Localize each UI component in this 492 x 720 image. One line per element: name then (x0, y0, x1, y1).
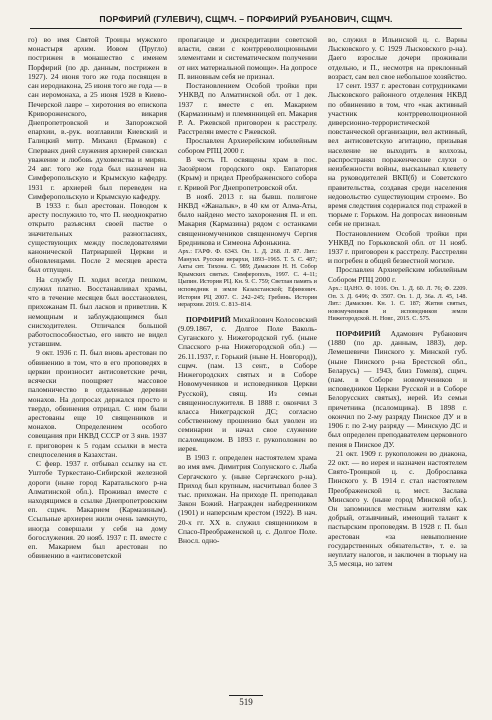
paragraph-text: во, служил в Ильинской ц. с. Варны Лысковского у. С 1929 Лысковского р-на). Даего взрослые дочери проживали отдельно, и П., несмотря на преклонный возраст, сам вел свое небольшое хозяйство. (328, 35, 467, 81)
paragraph-text: В 1903 г. определен настоятелем храма во имя вмч. Димитрия Солунского с. Лыба Сергачского у. (ныне Сергачского р-на). Приход был крупным, насчитывал более 3 тыс. прихожан. На приходе П. преподавал Закон Божий. Награжден набедренником (1901) и наперсным крестом (1922). В нач. 20-х гг. XX в. служил священником в Спасо-Преображенской ц. с. Долгое Поле. Вносл. одно- (178, 453, 317, 546)
paragraph-text: Арх.: ГАРФ. Ф. 6343. Оп. 1. Д. 268. Л. 87. Лит.: Мануил. Русские иерархи, 1893–1965. Т. 5. С. 487; Акты свт. Тихона. С. 989; Дамаскин Н. Н. Собор Крымских святых. Симферополь, 1997. С. 4–11; Цыпин. История РЦ. Кн. 9. С. 759; Светлая память и исповедник в земле Казахстанской; Ефимович. История РЦ 2007. С. 242–245; Гребинь. История иерархии. 2019. С. 813–814. (178, 248, 317, 309)
paragraph-text: пропаганде и дискредитации советской власти, связи с контрреволюционными элементами и систематическом получении от них материальной помощи». На допросе П. виновным себя не признал. (178, 35, 317, 81)
paragraph-text: го) во имя Святой Троицы мужского монастыря архим. Иовом (Пругло) пострижен в монашество с именем Порфирий (по др. данным, пострижен в 1927). 24 июня того же года посвящен в сан иеродиакона, 25 июня того же года — в сан иеромонаха, а 25 июня 1928 в Киево-Печерской лавре – хиротония во епископа Кривороженского, викария Днепропетровской и Запорожской епархии, в.-рук. возглавили Киевский и Галицкий митр. Михаил (Ермаков) с Сперванх дней служения архиерей снискал уважение и любовь духовенства и мирян. 24 авг. того же года был назначен на Симферопольскую и Крымскую кафедру. 1931 г. архиерей был переведен на Симферопольскую и Крымскую кафедру. (28, 35, 167, 201)
paragraph (328, 265, 467, 283)
entry-name: ПОРФИРИЙ (336, 328, 381, 338)
bibliography-note (328, 285, 467, 323)
paragraph-text: Адамович Рубанович (1880 (по др. данным, 1883), дер. Лемешевичи Пинского у. Минской губ. (ныне Пинского р-на Брестской обл., Беларусь) — 1943, близ Гомеля), сщмч. (пам. в Соборе новомучеников и исповедников Церкви Русской и в Соборе Белорусских святых), иерей. Из семьи причетника (псаломщика). В 1898 г. окончил по 2-му разряду Пинское ДУ и в 1906 г. по 2-му разряду — Минскую ДС и был определен преподавателем церковного пения в Пинское ДУ. (328, 328, 467, 449)
paragraph-text: В честь П. освящены храм в пос. Заозёрном городского окр. Евпатория (Крым) и придел Преображенского собора г. Кривой Рог Днепропетровской обл. (178, 154, 317, 192)
text-column-1 (28, 35, 167, 695)
paragraph (178, 35, 317, 81)
paragraph-text: Михайлович Колосовский (9.09.1867, с. Долгое Поле Ваколь-Суганского у. Нижегородской губ. (ныне Спасского р-на Нижегородской обл.) — 26.11.1937, г. Горький (ныне Н. Новгород)), сщмч. (пам. 13 сент., в Соборе Нижегородских святых и в Соборе Новомучеников и исповедников Церкви Русской), свящ. Из семьи священнослужителя. В 1888 г. окончил 3 класса Никеградской ДС; согласно собственному прошению был уволен из семинарии и начал свое служение псаломщиком. В 1893 г. рукоположен во иерея. (178, 314, 317, 453)
paragraph-text: 21 окт. 1909 г. рукоположен во диакона, 22 окт. — во иерея и назначен настоятелем Свято-Троицкой ц. с. Доброславка Пинского у. В 1914 г. стал настоятелем Преображенской ц. мест. Заслава Минского у. (ныне город Минской обл.). Он запомнился местным жителям как добрый, отзывчивый, имеющий талант к пастырским проповедям. В 1928 г. П. был арестован «за невыполнение государственных обязательств», т. е. за неуплату налогов, и заключен в тюрьму на 3,5 месяца, но затем (328, 448, 467, 569)
paragraph-text: Прославлен Архиерейским юбилейным Собором РПЦ 2000 г. (328, 265, 467, 284)
paragraph-text: В нояб. 2013 г. на бывш. полигоне НКВД «Жаналык», в 40 км от Алма-Аты, было найдено место захоронения П. и еп. Макария (Кармазина) рядом с останками священномучеников священномуч Сергия Бредникова и Симеона Афонькина. (178, 191, 317, 247)
paragraph (178, 453, 317, 545)
entry-heading-paragraph (178, 315, 317, 453)
entry-heading-paragraph (328, 329, 467, 449)
paragraph (178, 136, 317, 154)
paragraph (28, 275, 167, 349)
text-column-3 (328, 35, 467, 695)
paragraph (328, 81, 467, 229)
paragraph (28, 201, 167, 275)
paragraph-text: Постановлением Особой тройки при УНКВД по Алматинской обл. от 1 дек. 1937 г. вместе с еп. Макарием (Кармазиным) и племянницей еп. Макария Р. А. Ржевской приговорен к расстрелу. Расстрелян вместе с Ржевской. (178, 81, 317, 137)
page-number: 519 (229, 695, 263, 707)
paragraph-text: Прославлен Архиерейским юбилейным собором РПЦ 2000 г. (178, 136, 317, 155)
paragraph (328, 229, 467, 266)
paragraph (178, 155, 317, 192)
paragraph (178, 192, 317, 247)
paragraph (328, 35, 467, 81)
paragraph-text: 9 окт. 1936 г. П. был вновь арестован по обвинению в том, что в его проповедях в церкви произносит антисоветские речи, всячески поощряет массовое паломничество в отдаленные деревни монахов. На допросах держался просто и твердо, обвинения отрицал. С ним были арестованы еще 10 священников и монахов. Определением особого совещания при НКВД СССР от 3 янв. 1937 г. приговорен к 5 годам ссылки в места спецпоселения в Казахстан. (28, 348, 167, 459)
page-number-wrap (0, 697, 492, 707)
bibliography-note (178, 248, 317, 309)
paragraph-text: На службу П. ходил всегда пешком, служил платно. Восстанавливал храмы, что в течение месяцев был восстановлен, прихожанам П. был ласков и приветлив. К немощным и заблуждающимся был снисходителен. Отличался большой работоспособностью, его никто не видел уставшим. (28, 274, 167, 349)
text-column-2 (178, 35, 317, 695)
paragraph-text: С февр. 1937 г. отбывал ссылку на ст. Уштобе Туркестано-Сибирской железной дороги (ныне город Каратальского р-на Алматинской обл.). Проживал вместе с находящимся в ссылке Днепропетровским еп. сщмч. Макарием (Кармазиным). Ссыльные архиереи жили очень замкнуто, иногда совершали у себя на дому богослужения. 20 нояб. 1937 г. П. вместе с еп. Макарием был арестован по обвинению в «антисоветской (28, 459, 167, 561)
paragraph-text: 17 сент. 1937 г. арестован сотрудниками Лысковского районного отделения НКВД по обвинению в том, что «как активный участник контрреволюционной диверсионно-террористической повстанческой организации, вел активный, вел антисоветскую агитацию, призывая население не выходить в колхозы, распространял пораженческие слухи о неизбежности войны, высказывал клевету на руководителей ВКП(б) и Советского правительства, создавая среди населения недовольство существующим строем». Во время следствия содержался под стражей в тюрьме г. Горьком. На допросах виновным себя не признал. (328, 81, 467, 229)
running-header: ПОРФИРИЙ (ГУЛЕВИЧ), СЩМЧ. – ПОРФИРИЙ РУБАНОВИЧ, СЩМЧ. (30, 10, 462, 29)
entry-name: ПОРФИРИЙ (186, 314, 231, 324)
paragraph (28, 459, 167, 560)
paragraph (178, 81, 317, 136)
paragraph-text: В 1933 г. был арестован. Поводом к аресту послужило то, что П. неоднократно открыто разъяснял своей пастве о значительных разногласиях, существующих между последователями канонической Патриаршей Церкви и обновленцами. После 2 месяцев ареста был отпущен. (28, 200, 167, 275)
paragraph (28, 348, 167, 459)
paragraph-text: Арх.: ЦАНО. Ф. 1016. Оп. 1. Д. 60. Л. 76; Ф. 2209. Оп. 3. Д. 6496; Ф. 3507. Оп. 1. Д. 36а. Л. 45, 148. Лит.: Дамаскин. Кн. 1. С. 187; Жития святых, новомучеников и исповедников земли Нижегородской. Н. Новг., 2015. С. 575. (328, 284, 467, 323)
paragraph-text: Постановлением Особой тройки при УНКВД по Горьковской обл. от 11 нояб. 1937 г. приговорен к расстрелу. Расстрелян и погребен в общей безвестной могиле. (328, 228, 467, 266)
paragraph (28, 35, 167, 201)
paragraph (328, 449, 467, 569)
